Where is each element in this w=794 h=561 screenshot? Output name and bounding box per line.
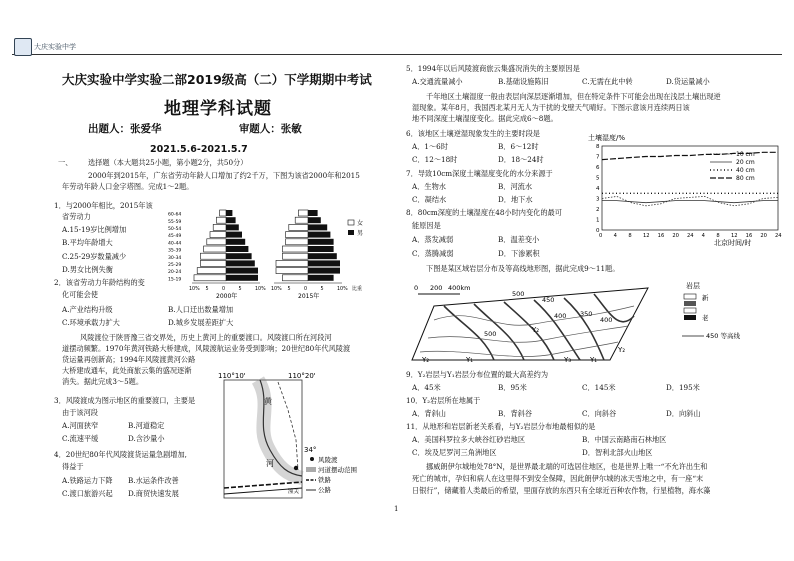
q9-option[interactable]: B．95米	[498, 383, 527, 392]
male-bar	[226, 260, 255, 266]
male-bar	[308, 275, 334, 281]
pyramid-tick: 5	[320, 287, 324, 292]
series-line	[602, 201, 778, 203]
male-bar	[308, 224, 327, 230]
female-bar	[207, 239, 226, 245]
q5-option[interactable]: A.交通流量减小	[412, 77, 463, 86]
q7-stem: 7．导致10cm深度土壤湿度变化的水分来源于	[406, 169, 553, 178]
female-bar	[210, 232, 226, 238]
male-bar	[226, 268, 258, 274]
passage-6-line: 地不同深度土壤湿度变化。据此完成6～8题。	[412, 114, 558, 123]
exam-title: 大庆实验中学实验二部2019级高（二）下学期期中考试	[62, 72, 372, 87]
x-tick-label: 24	[687, 233, 694, 239]
female-bar	[204, 246, 226, 252]
map-river-char-2: 河	[266, 459, 274, 468]
x-tick-label: 16	[657, 233, 665, 239]
y-tick-label: 2	[596, 207, 600, 213]
q6-option[interactable]: B．6～12时	[498, 142, 539, 151]
q10-option[interactable]: C．向斜谷	[582, 409, 617, 418]
q5-option[interactable]: D.货运量减小	[666, 77, 710, 86]
q4-stem-2: 得益于	[62, 462, 84, 471]
legend-swatch	[684, 308, 696, 313]
pyramid-tick: 10%	[337, 287, 348, 292]
q11-option[interactable]: A．美国科罗拉多大峡谷红砂岩地区	[412, 435, 526, 444]
strata-label: Y₃	[564, 356, 572, 364]
contour-label: 450	[542, 296, 555, 304]
q4-option[interactable]: D.商贸快速发展	[128, 489, 179, 498]
male-bar	[308, 232, 330, 238]
q6-option[interactable]: D．18～24时	[498, 155, 544, 164]
pyramid-tick: 5	[238, 287, 242, 292]
male-bar	[226, 246, 248, 252]
legend-road: 公路	[318, 486, 331, 494]
age-label: 60-64	[168, 212, 182, 218]
passage-3-line: 货运量再创新高；1994年风陵渡黄河公路	[62, 355, 196, 364]
y-tick-label: 8	[596, 144, 600, 150]
q6-option[interactable]: C．12～18时	[412, 155, 458, 164]
passage-12-line: 日银行”，储藏着人类最后的希望，里面存放的东西只有全球近百种农作物，行星植物，海水藻	[412, 486, 711, 495]
q2-option[interactable]: C.环境承载力扩大	[62, 318, 120, 327]
female-bar	[200, 253, 226, 259]
subject-title: 地理学科试题	[164, 99, 272, 119]
q9-option[interactable]: A．45米	[412, 383, 441, 392]
legend-female: 女	[357, 220, 364, 227]
legend-label: 80 cm	[736, 175, 755, 182]
q5-option[interactable]: C.无需在此中转	[582, 77, 633, 86]
x-tick-label: 4	[701, 233, 705, 239]
passage-3-line: 道摆动频繁。1970年黄河铁路大桥建成，风陵渡航运业务受到影响；20世纪80年代风陵渡	[62, 344, 351, 353]
contour-label: 500	[484, 330, 497, 338]
legend-swatch	[684, 294, 696, 299]
female-bar	[286, 239, 308, 245]
age-label: 55-59	[168, 219, 182, 225]
male-bar	[308, 253, 337, 259]
contour-legend: 450 等高线	[706, 332, 740, 340]
q4-option[interactable]: C.渡口旅游兴起	[62, 489, 113, 498]
map-block	[412, 288, 648, 360]
age-label: 40-44	[168, 241, 182, 247]
q7-option[interactable]: A．生物水	[412, 182, 446, 191]
age-label: 20-24	[168, 270, 182, 276]
passage-12-line: 死亡的城市，孕妇和病人在这里得不到安全保障，因此朗伊尔城的冰天雪地之中，有一座“末	[412, 474, 704, 483]
q5-option[interactable]: B.基础设施陈旧	[498, 77, 549, 86]
page-number: 1	[394, 505, 399, 513]
legend-ferry: 风陵渡	[318, 456, 338, 464]
section-number: 一、	[58, 158, 73, 167]
intro-line-1: 2000年到2015年，广东省劳动年龄人口增加了约2千万，下图为该省2000年和2015	[88, 171, 360, 180]
q2-stem-2: 化可能会使	[62, 290, 98, 299]
q3-option[interactable]: A.河面狭窄	[62, 421, 99, 430]
pyramid-tick: 0	[304, 287, 308, 292]
q2-option[interactable]: A.产业结构升级	[62, 305, 113, 314]
scale-0: 0	[414, 284, 419, 292]
q3-option[interactable]: D.含沙量小	[128, 434, 165, 443]
map-river-char-1: 黄	[264, 397, 272, 406]
legend-female-swatch	[348, 220, 354, 225]
q1-option[interactable]: B.平均年龄增大	[62, 238, 113, 247]
pyramid-unit: 比重	[352, 286, 363, 292]
q9-option[interactable]: C．145米	[582, 383, 616, 392]
legend-label: 20 cm	[736, 159, 755, 166]
male-bar	[308, 260, 340, 266]
female-bar	[295, 217, 308, 223]
school-logo-icon	[14, 38, 32, 56]
legend-old: 老	[702, 314, 709, 322]
map-lat: 34°	[304, 446, 317, 454]
q1-option[interactable]: D.男女比例失衡	[62, 265, 113, 274]
q11-option[interactable]: B．中国云南路南石林地区	[582, 435, 667, 444]
legend-ferry-symbol	[310, 457, 314, 461]
strata-label: Y₁	[466, 356, 474, 364]
age-label: 45-49	[168, 234, 182, 240]
female-bar	[298, 210, 308, 216]
contour-label: 400	[554, 312, 567, 320]
q7-option[interactable]: C．凝结水	[412, 195, 447, 204]
female-bar	[282, 253, 308, 259]
q3-option[interactable]: C.流速平缓	[62, 434, 99, 443]
q10-option[interactable]: D．向斜山	[666, 409, 701, 418]
q10-option[interactable]: A．背斜山	[412, 409, 446, 418]
pyramid-year: 2000年	[216, 293, 238, 300]
q10-option[interactable]: B．背斜谷	[498, 409, 533, 418]
male-bar	[308, 217, 321, 223]
pyramid-tick: 10%	[255, 287, 266, 292]
age-label: 25-29	[168, 263, 182, 268]
legend-male: 男	[357, 230, 364, 237]
q8-option[interactable]: C．蒸腾减弱	[412, 249, 454, 258]
female-bar	[276, 260, 308, 266]
passage-9: 下图是某区域岩层分布及等高线地形图，据此完成9～11题。	[426, 264, 620, 273]
y-tick-label: 7	[596, 154, 600, 161]
x-tick-label: 24	[775, 233, 782, 239]
passage-3-line: 大桥建成通车，此处商旅云集的盛况逐渐	[62, 366, 192, 375]
passage-12-line: 挪威朗伊尔城地处78°N，是世界最北端的可选居住地区，也是世界上唯一“不允许出生和	[426, 462, 708, 471]
x-tick-label: 8	[716, 233, 720, 239]
legend-male-swatch	[348, 230, 354, 235]
strata-label: Y₂	[532, 326, 540, 334]
q9-stem: 9．Y₂岩层与Y₁岩层分布位置的最大高差约为	[406, 370, 549, 379]
q11-stem: 11．从地形和岩层新老关系看，与Y₂岩层分布地最相似的是	[406, 422, 596, 431]
q11-option[interactable]: D．智利北部火山地区	[582, 448, 653, 457]
rock-strata-map	[404, 276, 784, 368]
q1-stem-2: 省劳动力	[62, 212, 91, 221]
age-label: 15-19	[168, 277, 182, 283]
legend-swing: 河道摆动范围	[318, 466, 357, 474]
y-tick-label: 1	[596, 217, 600, 224]
river-swing-range	[258, 380, 302, 478]
male-bar	[308, 246, 334, 252]
passage-6-line: 千年地区土壤湿度一般由表层向深层逐渐增加，但在特定条件下可能会出现在浅层土壤出现逆	[426, 92, 721, 101]
school-name: 大庆实验中学	[34, 43, 76, 51]
age-label: 30-34	[168, 255, 182, 261]
pyramid-tick: 5	[287, 287, 291, 292]
legend-rail: 铁路	[318, 476, 331, 484]
q7-option[interactable]: B．河流水	[498, 182, 533, 191]
female-bar	[216, 217, 226, 223]
female-bar	[213, 224, 226, 230]
x-tick-label: 8	[628, 233, 632, 239]
section-text: 选择题（本大题共25小题，第小题2分，共50分）	[88, 158, 248, 167]
legend-swing-symbol	[306, 467, 316, 472]
q11-option[interactable]: C．埃及尼罗河三角洲地区	[412, 448, 497, 457]
exam-dates: 2021.5.6-2021.5.7	[150, 144, 248, 155]
q9-option[interactable]: D．195米	[666, 383, 700, 392]
pyramid-tick: 10%	[189, 287, 200, 292]
male-bar	[226, 239, 245, 245]
q2-stem-1: 2．该省劳动力年龄结构的变	[54, 278, 145, 287]
male-bar	[308, 239, 334, 245]
author: 出题人：张爱华	[88, 123, 162, 135]
q10-stem: 10．Y₂岩层所在地属于	[406, 396, 481, 405]
female-bar	[286, 232, 308, 238]
x-tick-label: 4	[613, 233, 617, 239]
population-pyramid	[168, 196, 370, 301]
x-tick-label: 0	[599, 233, 603, 239]
intro-line-2: 年劳动年龄人口金字塔图。完成1～2题。	[62, 182, 194, 191]
fenglingdu-point	[294, 466, 298, 470]
chart-ylabel: 土壤湿度/%	[588, 134, 626, 142]
q6-stem: 6．该地区土壤逆湿现象发生的主要时段是	[406, 129, 540, 138]
legend-new: 新	[702, 294, 709, 302]
male-bar	[308, 268, 340, 274]
legend-label: 40 cm	[736, 167, 755, 174]
x-tick-label: 20	[672, 233, 679, 239]
contour-label: 500	[512, 290, 525, 298]
female-bar	[194, 275, 226, 281]
q1-stem-1: 1．与2000年相比，2015年该	[54, 201, 153, 210]
passage-3-line: 风陵渡位于陕晋豫三省交界处，历史上黄河上的重要渡口。风陵渡口所在河段河	[80, 333, 332, 342]
q8-stem-2: 能原因是	[412, 221, 441, 230]
legend-title: 岩层	[686, 282, 700, 290]
reviewer: 审题人：张敏	[238, 123, 302, 135]
map-lon-2: 110°20'	[288, 372, 316, 380]
x-tick-label: 16	[745, 233, 753, 239]
passage-6-line: 湿现象。某年8月，我国西北某月无人为干扰的戈壁天气晴好。下图示意该月连续两日该	[412, 103, 690, 112]
pyramid-tick: 5	[205, 287, 209, 292]
female-bar	[289, 224, 308, 230]
contour-label: 350	[580, 310, 593, 318]
strata-label: Y₂	[618, 346, 626, 354]
female-bar	[282, 246, 308, 252]
y-tick-label: 3	[596, 196, 600, 203]
q8-stem-1: 8．80cm深度的土壤湿度在48小时内变化的最可	[406, 208, 562, 217]
q3-stem-1: 3．风陵渡成为图示地区的重要渡口，主要是	[54, 396, 196, 405]
female-bar	[276, 268, 308, 274]
legend-label: 10 cm	[736, 151, 755, 158]
q8-option[interactable]: A．蒸发减弱	[412, 235, 454, 244]
pyramid-tick: 10%	[271, 287, 282, 292]
y-tick-label: 6	[596, 165, 600, 171]
railway-line	[224, 482, 302, 488]
y-tick-label: 4	[596, 186, 600, 192]
scale-400: 400km	[448, 284, 471, 292]
legend-swatch	[684, 315, 696, 320]
q8-option[interactable]: B．温差变小	[498, 235, 540, 244]
strata-label: Y₁	[590, 356, 598, 364]
pyramid-year: 2015年	[298, 293, 320, 300]
q2-option[interactable]: B.人口迁出数量增加	[168, 305, 234, 314]
map-lon-1: 110°10'	[218, 372, 246, 380]
q4-option[interactable]: A.铁路运力下降	[62, 476, 113, 485]
q8-option[interactable]: D．下渗累积	[498, 249, 540, 258]
q7-option[interactable]: D．地下水	[498, 195, 533, 204]
scale-200: 200	[430, 284, 443, 292]
map-place: 潼关	[288, 489, 300, 495]
strata-label: Y₂	[422, 356, 430, 364]
y-tick-label: 5	[596, 175, 600, 182]
author-line	[88, 121, 302, 136]
female-bar	[200, 260, 226, 266]
x-tick-label: 12	[643, 233, 650, 239]
age-label: 35-39	[168, 248, 182, 254]
male-bar	[226, 253, 252, 259]
q4-option[interactable]: B.水运条件改善	[128, 476, 179, 485]
male-bar	[226, 275, 258, 281]
female-bar	[220, 210, 226, 216]
passage-3-line: 消失。据此完成3～5题。	[62, 377, 144, 386]
soil-moisture-chart	[586, 132, 784, 256]
female-bar	[282, 275, 308, 281]
male-bar	[226, 217, 236, 223]
page-header	[12, 38, 782, 55]
q1-option[interactable]: C.25-29岁数量减少	[62, 252, 127, 261]
fenglingdu-map	[218, 370, 358, 505]
pyramid-tick: 0	[222, 287, 226, 292]
chart-xlabel: 北京时间/时	[714, 239, 752, 247]
y-tick-label: 0	[596, 228, 600, 234]
female-bar	[197, 268, 226, 274]
q3-option[interactable]: B.河道稳定	[128, 421, 165, 430]
q3-stem-2: 由于该河段	[62, 408, 98, 417]
legend-swatch	[684, 301, 696, 306]
q6-option[interactable]: A．1～6时	[412, 142, 448, 151]
contour-label: 400	[600, 316, 613, 324]
q4-stem-1: 4．20世纪80年代风陵渡货运量急剧增加,	[54, 450, 187, 459]
q5-stem: 5．1994年以后风陵渡商旅云集盛况消失的主要原因是	[406, 64, 580, 73]
male-bar	[226, 224, 239, 230]
q1-option[interactable]: A.15-19岁比例增加	[62, 225, 127, 234]
age-label: 50-54	[168, 227, 182, 232]
male-bar	[226, 210, 232, 216]
x-tick-label: 20	[760, 233, 767, 239]
x-tick-label: 12	[731, 233, 738, 239]
male-bar	[308, 210, 318, 216]
male-bar	[226, 232, 242, 238]
q2-option[interactable]: D.城乡发展差距扩大	[168, 318, 234, 327]
